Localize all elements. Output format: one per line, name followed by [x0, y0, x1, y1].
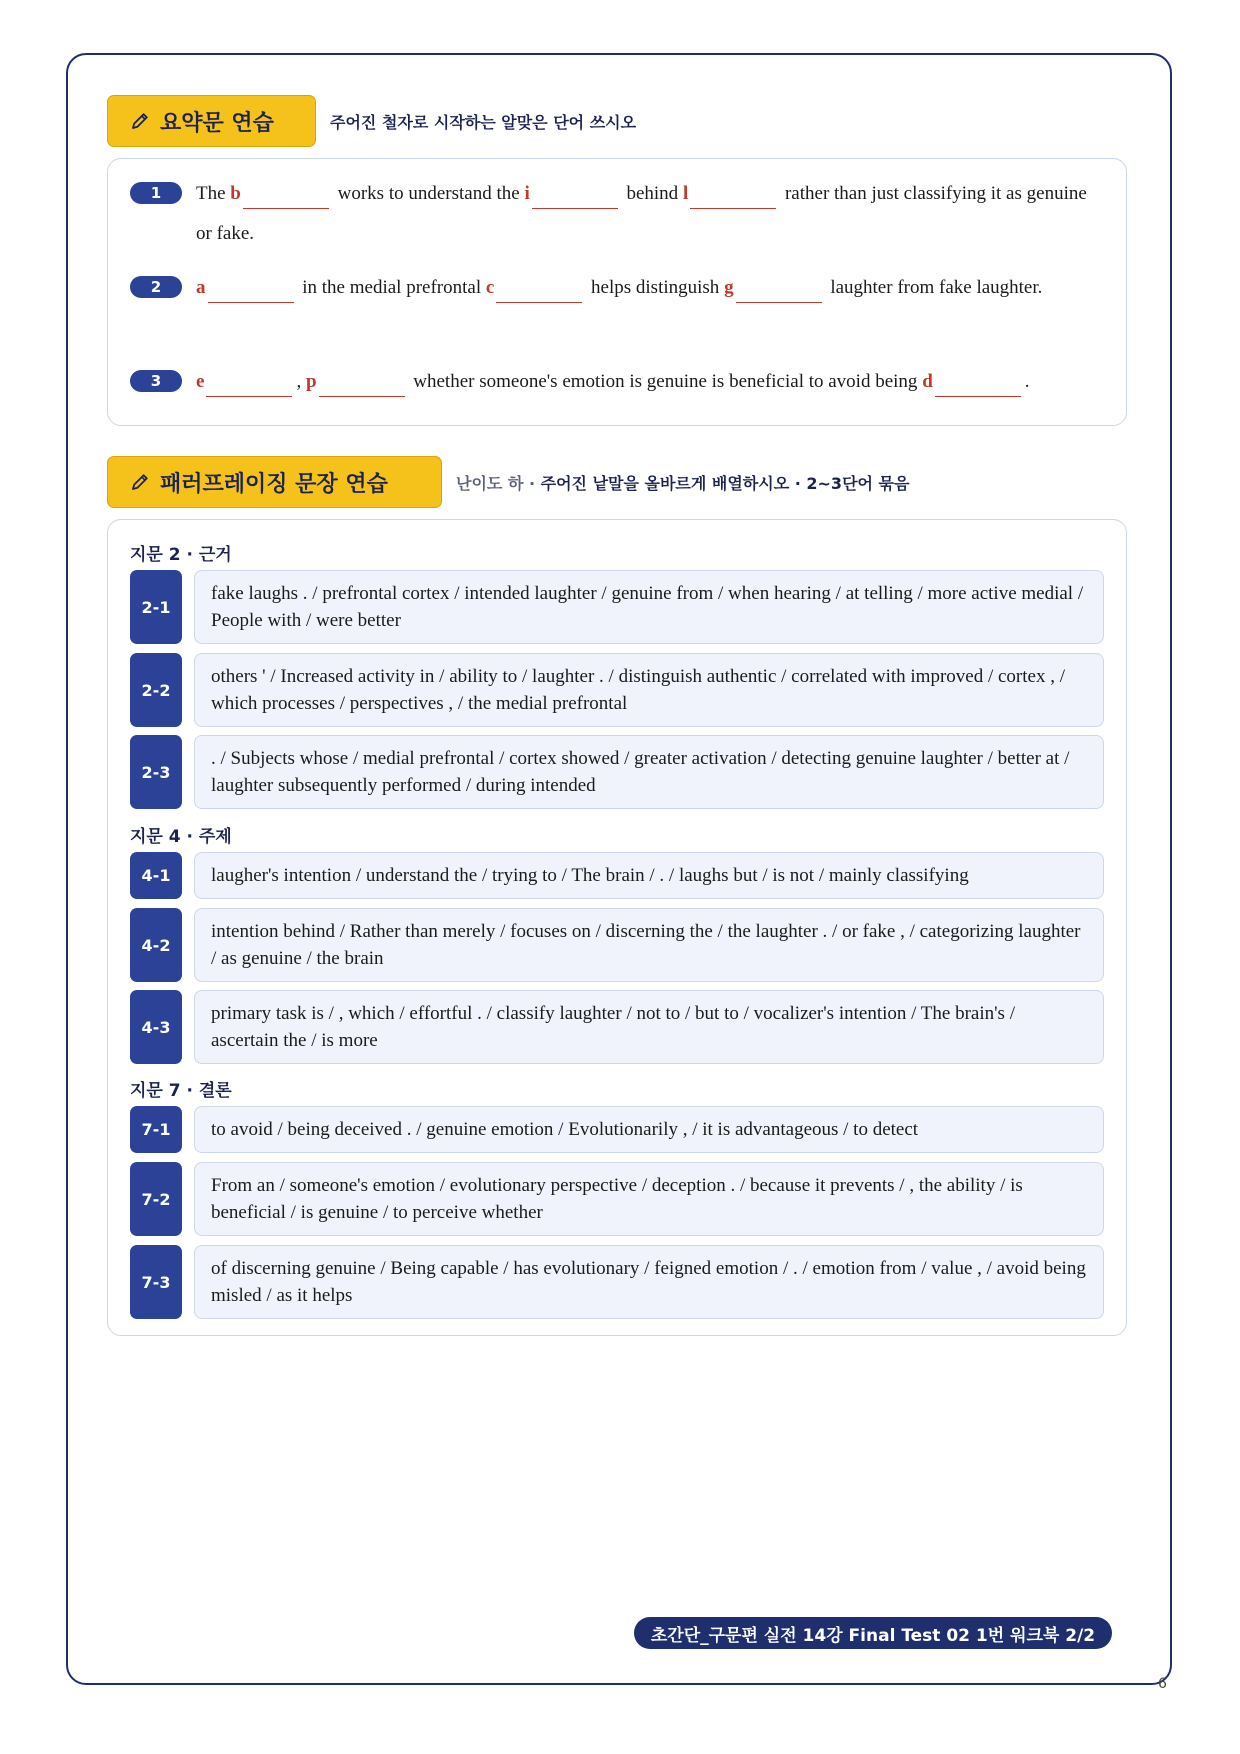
initial-letter: g	[724, 277, 734, 298]
word-chunks: to avoid / being deceived . / genuine emotion / Evolutionarily , / it is advantageous / to detect	[194, 1106, 1104, 1153]
word-chunks: others ' / Increased activity in / ability to / laughter . / distinguish authentic / correlated with improved / cortex , / which processes / perspectives , / the medial prefrontal	[194, 653, 1104, 727]
question-row	[130, 735, 1104, 809]
paraphrase-title-tag	[107, 456, 442, 508]
question-row	[130, 1106, 1104, 1153]
word-chunks: From an / someone's emotion / evolutionary perspective / deception . / because it prevents / , the ability / is beneficial / is genuine / to perceive whether	[194, 1162, 1104, 1236]
question-row	[130, 852, 1104, 899]
answer-blank[interactable]	[532, 182, 618, 209]
summary-title: 요약문 연습	[160, 110, 274, 136]
footer-label: 초간단_구문편 실전 14강 Final Test 02 1번 워크북 2/2	[634, 1617, 1112, 1649]
initial-letter: e	[196, 371, 205, 392]
initial-letter: d	[922, 371, 933, 392]
paraphrase-title: 패러프레이징 문장 연습	[160, 471, 388, 497]
paraphrase-section-header	[107, 456, 909, 508]
initial-letter: p	[305, 371, 317, 392]
answer-blank[interactable]	[690, 182, 776, 209]
question-row	[130, 990, 1104, 1064]
question-number: 4-3	[130, 990, 182, 1064]
word-chunks: of discerning genuine / Being capable / has evolutionary / feigned emotion / . / emotion from / value , / avoid being misled / as it helps	[194, 1245, 1104, 1319]
question-row	[130, 1162, 1104, 1236]
initial-letter: l	[682, 183, 689, 204]
summary-instruction: 주어진 철자로 시작하는 알맞은 단어 쓰시오	[330, 112, 637, 132]
item-number: 3	[130, 370, 182, 392]
summary-section-header	[107, 95, 636, 147]
pencil-icon	[130, 111, 150, 131]
question-number: 7-1	[130, 1106, 182, 1153]
summary-sentence: e , p whether someone's emotion is genuine is beneficial to avoid being d .	[196, 362, 1104, 402]
item-number: 2	[130, 276, 182, 298]
question-number: 2-2	[130, 653, 182, 727]
question-number: 2-1	[130, 570, 182, 644]
word-chunks: intention behind / Rather than merely / focuses on / discerning the / the laughter . / or fake , / categorizing laughter / as genuine / the brain	[194, 908, 1104, 982]
group-title: 지문 4 · 주제	[130, 827, 232, 847]
question-number: 7-3	[130, 1245, 182, 1319]
pencil-icon	[130, 472, 150, 492]
answer-blank[interactable]	[935, 370, 1021, 397]
summary-title-tag	[107, 95, 316, 147]
difficulty-label: 난이도 하 ·	[456, 473, 541, 493]
question-row	[130, 653, 1104, 727]
question-number: 2-3	[130, 735, 182, 809]
word-chunks: laugher's intention / understand the / trying to / The brain / . / laughs but / is not / mainly classifying	[194, 852, 1104, 899]
group-title: 지문 7 · 결론	[130, 1081, 232, 1101]
page-number: 6	[1158, 1676, 1167, 1692]
summary-card	[107, 158, 1127, 426]
initial-letter: i	[524, 183, 530, 204]
question-number: 4-2	[130, 908, 182, 982]
word-chunks: primary task is / , which / effortful . / classify laughter / not to / but to / vocalizer's intention / The brain's / ascertain the / is more	[194, 990, 1104, 1064]
group-title: 지문 2 · 근거	[130, 545, 232, 565]
paraphrase-instruction: 난이도 하 · 주어진 낱말을 올바르게 배열하시오 · 2~3단어 묶음	[456, 473, 910, 493]
question-number: 4-1	[130, 852, 182, 899]
initial-letter: a	[196, 277, 206, 298]
summary-sentence: a in the medial prefrontal c helps distinguish g laughter from fake laughter.	[196, 268, 1104, 308]
question-row	[130, 570, 1104, 644]
answer-blank[interactable]	[208, 276, 294, 303]
paraphrase-card	[107, 519, 1127, 1336]
question-row	[130, 908, 1104, 982]
initial-letter: c	[485, 277, 495, 298]
answer-blank[interactable]	[206, 370, 292, 397]
word-chunks: . / Subjects whose / medial prefrontal / cortex showed / greater activation / detecting genuine laughter / better at / laughter subsequently performed / during intended	[194, 735, 1104, 809]
answer-blank[interactable]	[496, 276, 582, 303]
item-number: 1	[130, 182, 182, 204]
answer-blank[interactable]	[736, 276, 822, 303]
answer-blank[interactable]	[319, 370, 405, 397]
question-row	[130, 1245, 1104, 1319]
word-chunks: fake laughs . / prefrontal cortex / intended laughter / genuine from / when hearing / at telling / more active medial / People with / were better	[194, 570, 1104, 644]
answer-blank[interactable]	[243, 182, 329, 209]
initial-letter: b	[230, 183, 241, 204]
summary-sentence: The b works to understand the i behind l rather than just classifying it as genuine or fake.	[196, 183, 1087, 244]
question-number: 7-2	[130, 1162, 182, 1236]
